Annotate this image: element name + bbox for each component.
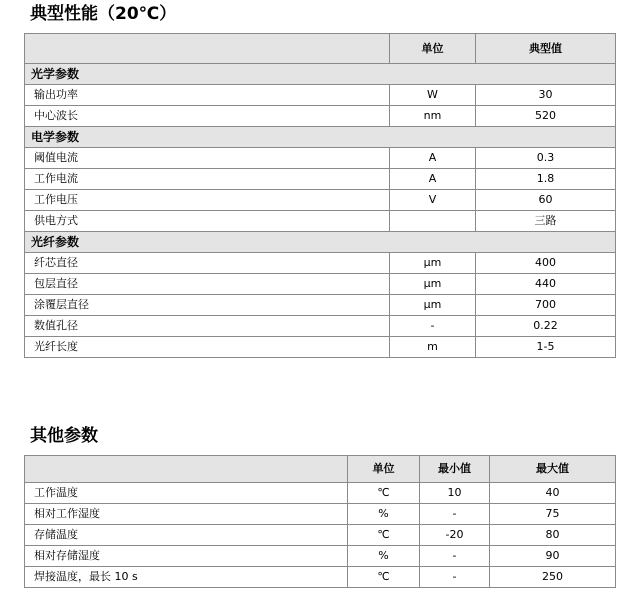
- row-max: 75: [490, 504, 616, 525]
- row-label: 纤芯直径: [25, 253, 390, 274]
- header-min: 最小值: [420, 456, 490, 483]
- row-unit: m: [390, 337, 476, 358]
- row-value: 1-5: [476, 337, 616, 358]
- row-label: 阈值电流: [25, 148, 390, 169]
- header-parameter: [25, 456, 348, 483]
- row-max: 90: [490, 546, 616, 567]
- row-unit: [390, 211, 476, 232]
- table-row: [25, 483, 616, 504]
- table-row: [25, 211, 616, 232]
- row-label: 工作温度: [25, 483, 348, 504]
- row-label: 工作电压: [25, 190, 390, 211]
- row-value: 0.3: [476, 148, 616, 169]
- group-label: 光学参数: [25, 64, 616, 85]
- row-unit: -: [390, 316, 476, 337]
- group-header-electrical: [25, 127, 616, 148]
- group-header-optical: [25, 64, 616, 85]
- row-min: -: [420, 567, 490, 588]
- row-label: 相对存储湿度: [25, 546, 348, 567]
- table-row: [25, 337, 616, 358]
- row-min: -20: [420, 525, 490, 546]
- other-parameters-table: [24, 455, 616, 588]
- row-min: -: [420, 504, 490, 525]
- header-unit: 单位: [390, 34, 476, 64]
- table-row: [25, 106, 616, 127]
- row-unit: μm: [390, 274, 476, 295]
- row-label: 焊接温度，最长 10 s: [25, 567, 348, 588]
- row-label: 供电方式: [25, 211, 390, 232]
- row-min: 10: [420, 483, 490, 504]
- row-unit: V: [390, 190, 476, 211]
- row-value: 0.22: [476, 316, 616, 337]
- row-value: 520: [476, 106, 616, 127]
- group-header-fiber: [25, 232, 616, 253]
- header-unit: 单位: [348, 456, 420, 483]
- row-max: 80: [490, 525, 616, 546]
- table-row: [25, 169, 616, 190]
- row-value: 三路: [476, 211, 616, 232]
- section-title-other-parameters: 其他参数: [30, 426, 98, 446]
- row-unit: W: [390, 85, 476, 106]
- group-label: 电学参数: [25, 127, 616, 148]
- row-label: 存储温度: [25, 525, 348, 546]
- row-value: 60: [476, 190, 616, 211]
- row-value: 700: [476, 295, 616, 316]
- section-title-typical-performance: 典型性能（20℃）: [30, 4, 177, 24]
- table-row: [25, 295, 616, 316]
- row-max: 40: [490, 483, 616, 504]
- row-unit: ℃: [348, 483, 420, 504]
- header-max: 最大值: [490, 456, 616, 483]
- row-unit: %: [348, 546, 420, 567]
- header-parameter: [25, 34, 390, 64]
- row-unit: ℃: [348, 567, 420, 588]
- table-row: [25, 567, 616, 588]
- row-unit: μm: [390, 253, 476, 274]
- row-label: 涂覆层直径: [25, 295, 390, 316]
- row-label: 数值孔径: [25, 316, 390, 337]
- group-label: 光纤参数: [25, 232, 616, 253]
- row-value: 400: [476, 253, 616, 274]
- row-value: 30: [476, 85, 616, 106]
- table-header-row: [25, 456, 616, 483]
- header-typical: 典型值: [476, 34, 616, 64]
- row-unit: A: [390, 169, 476, 190]
- row-unit: A: [390, 148, 476, 169]
- table-header-row: [25, 34, 616, 64]
- table-row: [25, 525, 616, 546]
- row-label: 工作电流: [25, 169, 390, 190]
- table-row: [25, 85, 616, 106]
- row-unit: nm: [390, 106, 476, 127]
- typical-performance-table: [24, 33, 616, 358]
- table-row: [25, 316, 616, 337]
- row-max: 250: [490, 567, 616, 588]
- row-label: 中心波长: [25, 106, 390, 127]
- row-label: 输出功率: [25, 85, 390, 106]
- table-row: [25, 148, 616, 169]
- row-value: 1.8: [476, 169, 616, 190]
- row-min: -: [420, 546, 490, 567]
- row-value: 440: [476, 274, 616, 295]
- row-label: 光纤长度: [25, 337, 390, 358]
- table-row: [25, 253, 616, 274]
- table-row: [25, 546, 616, 567]
- row-unit: ℃: [348, 525, 420, 546]
- row-label: 相对工作湿度: [25, 504, 348, 525]
- row-unit: μm: [390, 295, 476, 316]
- table-row: [25, 190, 616, 211]
- table-row: [25, 274, 616, 295]
- row-label: 包层直径: [25, 274, 390, 295]
- row-unit: %: [348, 504, 420, 525]
- table-row: [25, 504, 616, 525]
